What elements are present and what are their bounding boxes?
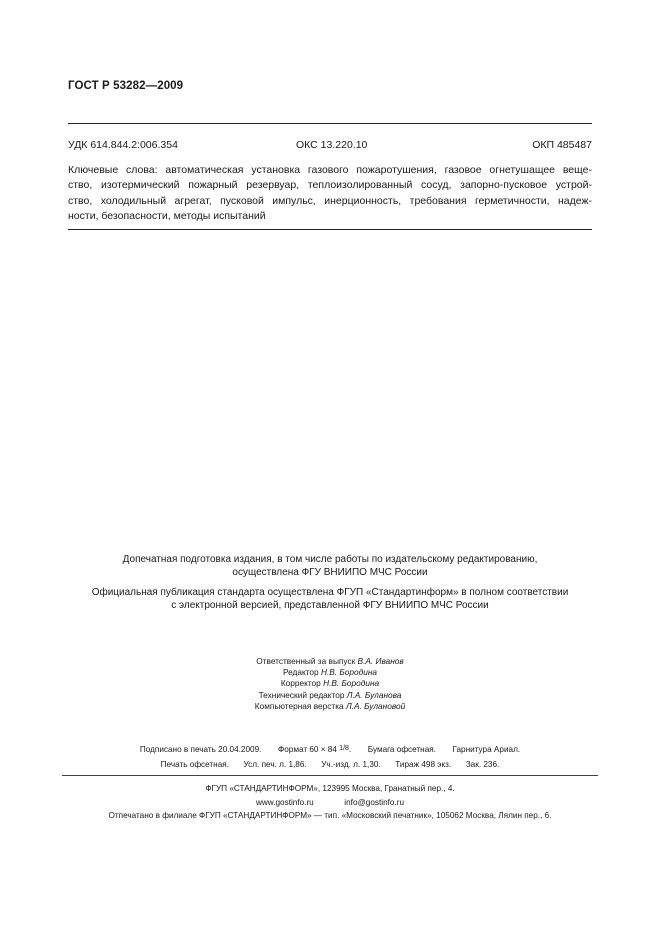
credit-line (200, 678, 460, 689)
usl-pech: Усл. печ. л. 1,86. (243, 760, 307, 769)
preparation-line: Допечатная подготовка издания, в том числе работы по издательскому редактированию, (122, 554, 538, 565)
credit-name: Н.В. Бородина (320, 667, 378, 678)
keywords-line: ство, холодильный агрегат, пусковой импульс, инерционность, требования герметичности, надеж- (68, 194, 592, 207)
official-line: с электронной версией, представленной ФГУ ВНИИПО МЧС России (171, 600, 489, 612)
preparation-note (68, 553, 592, 579)
keywords-line: ности, безопасности, методы испытаний (68, 209, 266, 222)
format-info: Формат 60 × 84 1/8. (277, 745, 352, 754)
credit-name: Л.А. Буланова (346, 689, 402, 700)
typeface: Гарнитура Ариал. (452, 745, 521, 754)
format-fraction: 1/8 (339, 745, 349, 752)
official-publication-note (68, 586, 592, 612)
uch-izd: Уч.-изд. л. 1,30. (321, 760, 381, 769)
credit-line (200, 690, 460, 701)
okp-code: ОКП 485487 (532, 139, 592, 151)
udk-code: УДК 614.844.2:006.354 (68, 139, 178, 151)
credit-role: Ответственный за выпуск (256, 656, 356, 666)
divider-publisher (62, 775, 598, 776)
credit-name: Н.В. Бородина (323, 678, 380, 689)
print-info-line-1 (62, 743, 598, 756)
divider-top (68, 123, 592, 124)
credit-line (200, 667, 460, 678)
official-line: Официальная публикация стандарта осуществлена ФГУП «Стандартинформ» в полном соответствии (91, 587, 569, 598)
print-info-line-2 (62, 759, 598, 771)
keywords-line: ство, изотермический пожарный резервуар, теплоизолированный сосуд, запорно-пусковое устрой- (68, 179, 592, 192)
credit-role: Технический редактор (258, 689, 345, 700)
credit-line (200, 656, 460, 667)
divider-keywords (68, 229, 592, 230)
printing-house: Отпечатано в филиале ФГУП «СТАНДАРТИНФОРМ» — тип. «Московский печатник», 105062 Москва, Лялин пер., 6. (108, 811, 552, 820)
paper-type: Бумага офсетная. (367, 745, 436, 754)
publisher-email[interactable]: info@gostinfo.ru (344, 798, 405, 807)
order-number: Зак. 236. (465, 760, 500, 769)
publisher-contacts (62, 797, 598, 809)
tirazh: Тираж 498 экз. (395, 760, 452, 769)
signed-date: Подписано в печать 20.04.2009. (139, 745, 262, 754)
oks-code: ОКС 13.220.10 (296, 139, 368, 151)
credit-role: Компьютерная верстка (254, 700, 344, 711)
credit-role: Редактор (282, 667, 319, 678)
publisher-website[interactable]: www.gostinfo.ru (255, 798, 314, 807)
credit-name: Л.А. Булановой (345, 700, 406, 711)
keywords-line: Ключевые слова: автоматическая установка газового пожаротушения, газовое огнетушащее веще- (68, 164, 592, 176)
credit-role: Корректор (280, 678, 321, 689)
credits-block (200, 656, 460, 712)
keywords-block (68, 163, 592, 224)
credit-line (200, 701, 460, 712)
preparation-line: осуществлена ФГУ ВНИИПО МЧС России (232, 567, 428, 579)
print-type: Печать офсетная. (160, 760, 229, 769)
publisher-address: ФГУП «СТАНДАРТИНФОРМ», 123995 Москва, Гранатный пер., 4. (205, 784, 455, 793)
standard-code: ГОСТ Р 53282—2009 (68, 80, 184, 92)
credit-name: В.А. Иванов (357, 656, 404, 666)
